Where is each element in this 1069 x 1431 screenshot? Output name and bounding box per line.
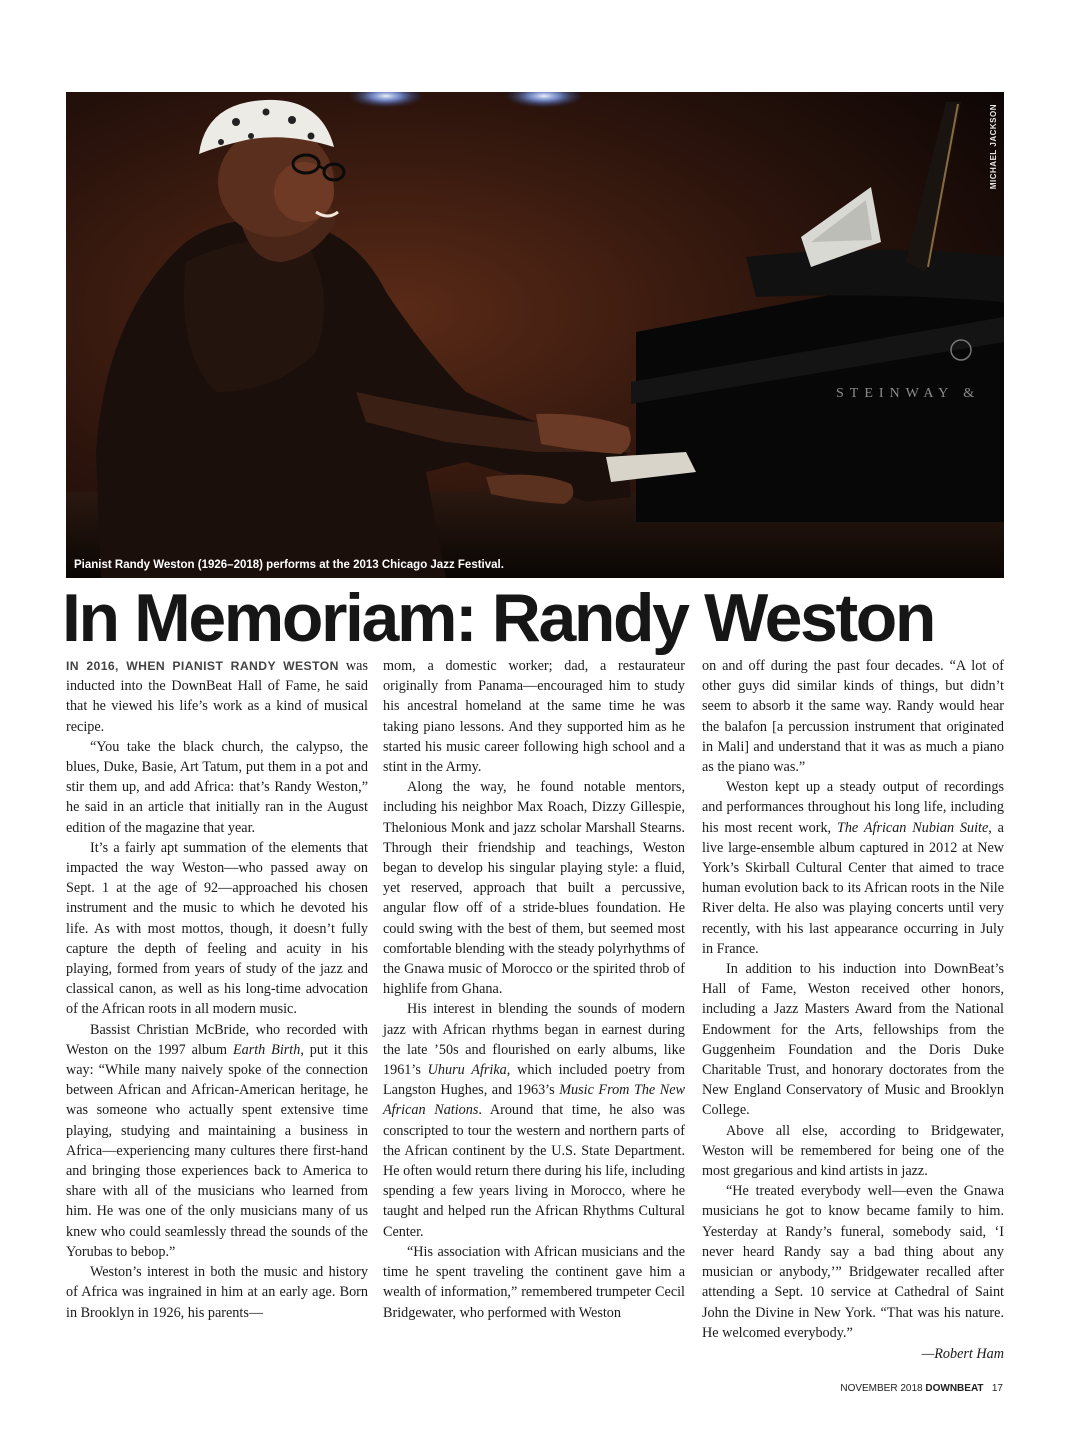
paragraph: In addition to his induction into DownBeat’s Hall of Fame, Weston received other honors, including a Jazz Masters Award from the National Endowment for the Arts, fellowships from the Guggenheim Foundation and the Doris Duke Charitable Trust, and honorary doctorates from the New England Conservatory of Music and Brooklyn College. xyxy=(702,961,1004,1119)
headline: In Memoriam: Randy Weston xyxy=(62,580,934,656)
paragraph xyxy=(702,777,1004,959)
paragraph-text: , put it this way: “While many naively spoke of the connection between African and African-American heritage, he was someone who actually spent extensive time playing, studying and maintaining a business in Africa—experiencing many cultures there first-hand and bringing those experiences back to America to share with all of the musicians who learned from him. He was one of the only musicians many of us knew who could seamlessly thread the sounds of the Yorubas to bebop.” xyxy=(66,1041,369,1260)
paragraph: Above all else, according to Bridgewater, Weston will be remembered for being one of the most gregarious and kind artists in jazz. xyxy=(702,1122,1004,1180)
paragraph: “You take the black church, the calypso, the blues, Duke, Basie, Art Tatum, put them in a pot and stir them up, and add Africa: that’s Randy Weston,” he said in an article that initially ran in the August edition of the magazine that year. xyxy=(66,738,368,836)
page-footer xyxy=(840,1383,1003,1394)
paragraph-text: , which included poetry from Langston Hughes, and 1963’s xyxy=(383,1062,685,1099)
paragraph: Weston’s interest in both the music and history of Africa was ingrained in him at an early age. Born in Brooklyn in 1926, his parents— xyxy=(66,1264,368,1321)
paragraph-text: Weston kept up a steady output of recordings and performances throughout his long life, including his most recent work, xyxy=(702,779,1004,836)
paragraph: mom, a domestic worker; dad, a restaurateur originally from Panama—encouraged him to study his ancestral homeland at the same time he was taking piano lessons. And they supported him as he started his music career following high school and a stint in the Army. xyxy=(383,658,685,776)
paragraph-text: , a live large-ensemble album captured in 2012 at New York’s Skirball Cultural Center that aimed to trace human evolution back to its African roots in the Nile River delta. He also was playing concerts until very recently, with his last appearance occurring in July in France. xyxy=(702,819,1004,957)
issue-date: NOVEMBER 2018 xyxy=(840,1383,923,1394)
paragraph: It’s a fairly apt summation of the elements that impacted the way Weston—who passed away on Sept. 1 at the age of 92—approached his chosen instrument and the music to which he devoted his life. As with most mottos, though, it doesn’t fully capture the depth of feeling and acuity in his playing, formed from years of study of the jazz and classical canon, as well as his long-time advocation of the African roots in all modern music. xyxy=(66,839,368,1018)
paragraph xyxy=(66,656,368,737)
paragraph: Along the way, he found notable mentors, including his neighbor Max Roach, Dizzy Gillespie, Thelonious Monk and jazz scholar Marshall Stearns. Through their friendship and teachings, Weston began to develop his singular playing style: a fluid, yet reserved, approach that built a percussive, angular flow off of a stride-blues foundation. He could swing with the best of them, but seemed most comfortable blending with the steady polyrhythms of the Gnawa music of Morocco or the spirited throb of highlife from Ghana. xyxy=(383,779,685,998)
photo-illustration xyxy=(66,92,1004,578)
paragraph-text: His interest in blending the sounds of modern jazz with African rhythms began in earnest during the late ’50s and flourished on early albums, like 1961’s xyxy=(383,1001,685,1079)
article-column-3 xyxy=(702,656,1004,1364)
author-signature: —Robert Ham xyxy=(921,1345,1004,1362)
paragraph: “He treated everybody well—even the Gnawa musicians he got to know became family to him. Yesterday at Randy’s funeral, somebody said, ‘I never heard Randy say a bad thing about any musician or anybody,’” Bridgewater recalled after attending a Sept. 10 service at Cathedral of Saint John the Divine in New York. “That was his nature. He welcomed everybody.” xyxy=(702,1183,1004,1341)
page-number: 17 xyxy=(991,1383,1003,1394)
article-column-2 xyxy=(383,656,685,1323)
photo-caption: Pianist Randy Weston (1926–2018) performs at the 2013 Chicago Jazz Festival. xyxy=(74,559,504,571)
article-column-1 xyxy=(66,656,368,1323)
paragraph-text: was inducted into the DownBeat Hall of Fame, he said that he viewed his life’s work as a kind of musical recipe. xyxy=(66,658,368,735)
paragraph-text: Bassist Christian McBride, who recorded with Weston on the 1997 album xyxy=(66,1021,368,1058)
paragraph: “His association with African musicians and the time he spent traveling the continent gave him a wealth of information,” remembered trumpeter Cecil Bridgewater, who performed with Weston xyxy=(383,1243,685,1321)
paragraph xyxy=(383,999,685,1241)
paragraph-text: . Around that time, he also was conscripted to tour the western and northern parts of the African continent by the U.S. State Department. He often would return there during his life, including spending a few years living in Morocco, where he taught and helped run the African Rhythms Cultural Center. xyxy=(383,1102,685,1240)
album-title: The African Nubian Suite xyxy=(836,819,989,836)
album-title: Earth Birth xyxy=(232,1041,301,1058)
lead-photo xyxy=(66,92,1004,578)
paragraph: on and off during the past four decades. “A lot of other guys did similar kinds of things, but didn’t seem to absorb it the same way. Randy would hear the balafon [a percussion instrument that originated in Mali] and understand that it was as much a piano as the piano was.” xyxy=(702,658,1004,776)
paragraph xyxy=(66,1020,368,1262)
album-title: Music From The New African Nations xyxy=(383,1082,685,1119)
photo-credit: MICHAEL JACKSON xyxy=(989,104,998,190)
piano-brand-lettering: STEINWAY & xyxy=(836,386,981,401)
magazine-name: DOWNBEAT xyxy=(925,1383,984,1394)
album-title: Uhuru Afrika xyxy=(427,1062,507,1079)
lead-in: IN 2016, WHEN PIANIST RANDY WESTON xyxy=(66,659,339,673)
